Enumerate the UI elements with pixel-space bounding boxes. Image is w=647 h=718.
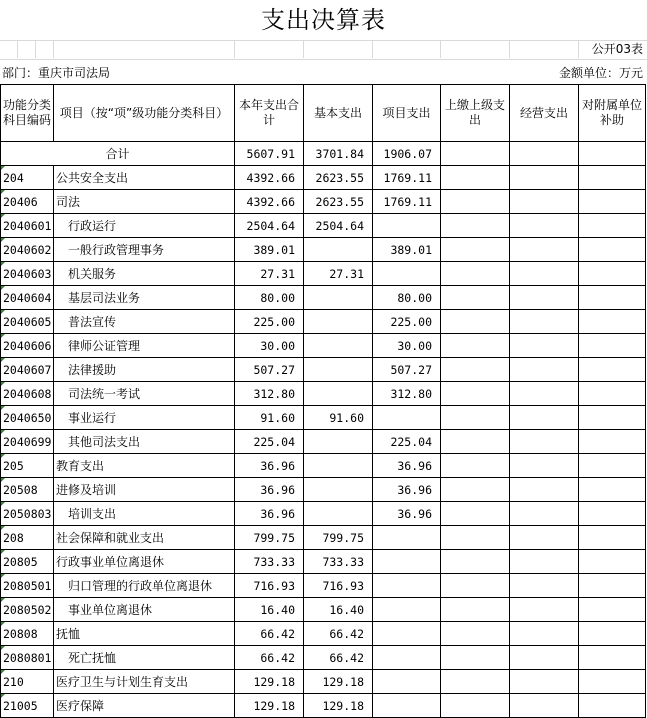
row-subsidy [579, 262, 646, 286]
row-code: 2050803 [1, 502, 54, 526]
row-name: 机关服务 [54, 262, 235, 286]
row-basic [304, 286, 373, 310]
row-code: 20808 [1, 622, 54, 646]
total-basic: 3701.84 [304, 142, 373, 166]
row-basic: 2623.55 [304, 190, 373, 214]
row-basic: 799.75 [304, 526, 373, 550]
row-project: 507.27 [373, 358, 441, 382]
grid-line [578, 40, 579, 58]
row-business [510, 286, 579, 310]
row-business [510, 622, 579, 646]
row-subsidy [579, 502, 646, 526]
row-code: 210 [1, 670, 54, 694]
row-basic: 733.33 [304, 550, 373, 574]
table-row [1, 526, 646, 550]
row-basic: 66.42 [304, 622, 373, 646]
expenditure-table [0, 84, 646, 718]
row-project: 1769.11 [373, 166, 441, 190]
row-upper [441, 358, 510, 382]
row-upper [441, 502, 510, 526]
row-subsidy [579, 358, 646, 382]
row-code: 2040605 [1, 310, 54, 334]
row-subsidy [579, 238, 646, 262]
row-upper [441, 430, 510, 454]
row-basic [304, 454, 373, 478]
row-total: 30.00 [235, 334, 304, 358]
row-business [510, 454, 579, 478]
row-name: 医疗保障 [54, 694, 235, 718]
row-subsidy [579, 310, 646, 334]
row-project [373, 670, 441, 694]
row-code: 2080801 [1, 646, 54, 670]
row-basic: 2623.55 [304, 166, 373, 190]
row-project [373, 214, 441, 238]
row-business [510, 502, 579, 526]
row-code: 21005 [1, 694, 54, 718]
header-subsidy: 对附属单位补助 [579, 85, 646, 142]
row-subsidy [579, 406, 646, 430]
row-basic: 66.42 [304, 646, 373, 670]
header-upper: 上缴上级支出 [441, 85, 510, 142]
unit-label: 金额单位：万元 [558, 66, 643, 80]
row-project: 389.01 [373, 238, 441, 262]
row-business [510, 262, 579, 286]
row-total: 225.00 [235, 310, 304, 334]
row-subsidy [579, 646, 646, 670]
table-row [1, 478, 646, 502]
row-code: 208 [1, 526, 54, 550]
row-basic: 27.31 [304, 262, 373, 286]
table-row [1, 190, 646, 214]
table-row [1, 286, 646, 310]
grid-line [372, 40, 373, 58]
table-row [1, 382, 646, 406]
table-header-row [1, 85, 646, 142]
table-row [1, 598, 646, 622]
row-basic [304, 382, 373, 406]
table-row [1, 454, 646, 478]
row-name: 行政运行 [54, 214, 235, 238]
row-code: 2040602 [1, 238, 54, 262]
grid-line [35, 40, 36, 58]
table-row [1, 502, 646, 526]
row-total: 2504.64 [235, 214, 304, 238]
row-upper [441, 262, 510, 286]
row-subsidy [579, 598, 646, 622]
page-title: 支出决算表 [261, 6, 386, 34]
row-subsidy [579, 430, 646, 454]
row-name: 法律援助 [54, 358, 235, 382]
row-code: 2040606 [1, 334, 54, 358]
row-project: 30.00 [373, 334, 441, 358]
row-subsidy [579, 478, 646, 502]
row-name: 社会保障和就业支出 [54, 526, 235, 550]
row-name: 教育支出 [54, 454, 235, 478]
table-row [1, 550, 646, 574]
row-name: 事业运行 [54, 406, 235, 430]
row-subsidy [579, 214, 646, 238]
row-upper [441, 382, 510, 406]
total-row [1, 142, 646, 166]
row-name: 行政事业单位离退休 [54, 550, 235, 574]
row-business [510, 406, 579, 430]
row-project: 225.00 [373, 310, 441, 334]
grid-line [234, 40, 235, 58]
row-name: 死亡抚恤 [54, 646, 235, 670]
row-upper [441, 406, 510, 430]
row-business [510, 310, 579, 334]
table-row [1, 646, 646, 670]
grid-line [303, 40, 304, 58]
row-name: 事业单位离退休 [54, 598, 235, 622]
row-upper [441, 454, 510, 478]
row-total: 507.27 [235, 358, 304, 382]
row-basic [304, 430, 373, 454]
row-project [373, 406, 441, 430]
row-project [373, 622, 441, 646]
table-row [1, 430, 646, 454]
grid-line [440, 40, 441, 58]
row-name: 医疗卫生与计划生育支出 [54, 670, 235, 694]
row-project [373, 598, 441, 622]
row-total: 389.01 [235, 238, 304, 262]
row-name: 律师公证管理 [54, 334, 235, 358]
row-name: 培训支出 [54, 502, 235, 526]
row-total: 36.96 [235, 478, 304, 502]
row-code: 20406 [1, 190, 54, 214]
grid-line [0, 59, 647, 60]
row-project: 80.00 [373, 286, 441, 310]
header-business: 经营支出 [510, 85, 579, 142]
row-name: 进修及培训 [54, 478, 235, 502]
grid-line [0, 40, 647, 41]
row-total: 799.75 [235, 526, 304, 550]
header-total: 本年支出合计 [235, 85, 304, 142]
row-basic: 129.18 [304, 670, 373, 694]
row-code: 205 [1, 454, 54, 478]
table-row [1, 214, 646, 238]
row-basic [304, 238, 373, 262]
row-business [510, 238, 579, 262]
row-project [373, 550, 441, 574]
row-name: 归口管理的行政单位离退休 [54, 574, 235, 598]
row-upper [441, 694, 510, 718]
total-upper [441, 142, 510, 166]
row-upper [441, 310, 510, 334]
row-total: 27.31 [235, 262, 304, 286]
row-total: 36.96 [235, 502, 304, 526]
row-total: 225.04 [235, 430, 304, 454]
row-subsidy [579, 574, 646, 598]
row-code: 20508 [1, 478, 54, 502]
table-row [1, 262, 646, 286]
row-basic: 716.93 [304, 574, 373, 598]
row-subsidy [579, 166, 646, 190]
row-project: 312.80 [373, 382, 441, 406]
row-basic [304, 334, 373, 358]
row-total: 312.80 [235, 382, 304, 406]
row-code: 2040607 [1, 358, 54, 382]
grid-line [17, 40, 18, 58]
row-upper [441, 478, 510, 502]
table-row [1, 694, 646, 718]
table-row [1, 574, 646, 598]
table-row [1, 310, 646, 334]
row-subsidy [579, 286, 646, 310]
total-project: 1906.07 [373, 142, 441, 166]
row-upper [441, 286, 510, 310]
row-upper [441, 550, 510, 574]
form-number: 公开03表 [591, 42, 643, 56]
table-row [1, 406, 646, 430]
header-basic: 基本支出 [304, 85, 373, 142]
row-upper [441, 574, 510, 598]
row-basic [304, 358, 373, 382]
row-name: 司法 [54, 190, 235, 214]
row-upper [441, 166, 510, 190]
row-code: 204 [1, 166, 54, 190]
row-name: 基层司法业务 [54, 286, 235, 310]
row-name: 普法宣传 [54, 310, 235, 334]
row-project [373, 574, 441, 598]
row-subsidy [579, 622, 646, 646]
row-upper [441, 622, 510, 646]
row-business [510, 190, 579, 214]
row-code: 20805 [1, 550, 54, 574]
row-subsidy [579, 382, 646, 406]
row-project: 36.96 [373, 478, 441, 502]
table-row [1, 670, 646, 694]
table-row [1, 238, 646, 262]
row-business [510, 550, 579, 574]
row-business [510, 694, 579, 718]
row-name: 公共安全支出 [54, 166, 235, 190]
row-business [510, 598, 579, 622]
row-code: 2080502 [1, 598, 54, 622]
row-project: 1769.11 [373, 190, 441, 214]
row-business [510, 670, 579, 694]
row-project [373, 694, 441, 718]
row-subsidy [579, 670, 646, 694]
grid-line [53, 40, 54, 58]
row-project: 225.04 [373, 430, 441, 454]
row-basic [304, 478, 373, 502]
row-code: 2040603 [1, 262, 54, 286]
row-project [373, 646, 441, 670]
row-basic [304, 310, 373, 334]
row-project: 36.96 [373, 454, 441, 478]
table-row [1, 358, 646, 382]
row-subsidy [579, 550, 646, 574]
row-total: 129.18 [235, 694, 304, 718]
row-upper [441, 646, 510, 670]
row-subsidy [579, 334, 646, 358]
row-subsidy [579, 190, 646, 214]
header-project: 项目支出 [373, 85, 441, 142]
header-name: 项目（按“项”级功能分类科目） [54, 85, 235, 142]
row-basic: 129.18 [304, 694, 373, 718]
row-name: 其他司法支出 [54, 430, 235, 454]
row-upper [441, 670, 510, 694]
department-label: 部门：重庆市司法局 [2, 66, 111, 80]
row-project: 36.96 [373, 502, 441, 526]
total-business [510, 142, 579, 166]
row-project [373, 262, 441, 286]
row-upper [441, 526, 510, 550]
row-total: 66.42 [235, 622, 304, 646]
row-code: 2080501 [1, 574, 54, 598]
row-upper [441, 238, 510, 262]
table-row [1, 334, 646, 358]
row-total: 36.96 [235, 454, 304, 478]
row-business [510, 214, 579, 238]
row-subsidy [579, 526, 646, 550]
row-business [510, 334, 579, 358]
row-basic: 2504.64 [304, 214, 373, 238]
header-code: 功能分类科目编码 [1, 85, 54, 142]
row-total: 733.33 [235, 550, 304, 574]
row-total: 66.42 [235, 646, 304, 670]
row-upper [441, 214, 510, 238]
row-subsidy [579, 454, 646, 478]
row-total: 716.93 [235, 574, 304, 598]
row-business [510, 166, 579, 190]
table-row [1, 622, 646, 646]
row-project [373, 526, 441, 550]
row-business [510, 382, 579, 406]
row-business [510, 478, 579, 502]
row-total: 129.18 [235, 670, 304, 694]
total-amount: 5607.91 [235, 142, 304, 166]
row-code: 2040699 [1, 430, 54, 454]
row-business [510, 430, 579, 454]
row-upper [441, 598, 510, 622]
row-business [510, 574, 579, 598]
row-basic [304, 502, 373, 526]
row-code: 2040604 [1, 286, 54, 310]
row-total: 80.00 [235, 286, 304, 310]
total-label: 合计 [1, 142, 235, 166]
row-upper [441, 334, 510, 358]
row-total: 91.60 [235, 406, 304, 430]
row-name: 司法统一考试 [54, 382, 235, 406]
row-code: 2040601 [1, 214, 54, 238]
grid-line [509, 40, 510, 58]
row-code: 2040608 [1, 382, 54, 406]
row-business [510, 526, 579, 550]
row-upper [441, 190, 510, 214]
row-code: 2040650 [1, 406, 54, 430]
table-row [1, 166, 646, 190]
row-total: 16.40 [235, 598, 304, 622]
total-subsidy [579, 142, 646, 166]
row-basic: 16.40 [304, 598, 373, 622]
row-total: 4392.66 [235, 190, 304, 214]
row-name: 一般行政管理事务 [54, 238, 235, 262]
row-business [510, 646, 579, 670]
row-subsidy [579, 694, 646, 718]
row-name: 抚恤 [54, 622, 235, 646]
row-basic: 91.60 [304, 406, 373, 430]
row-total: 4392.66 [235, 166, 304, 190]
row-business [510, 358, 579, 382]
